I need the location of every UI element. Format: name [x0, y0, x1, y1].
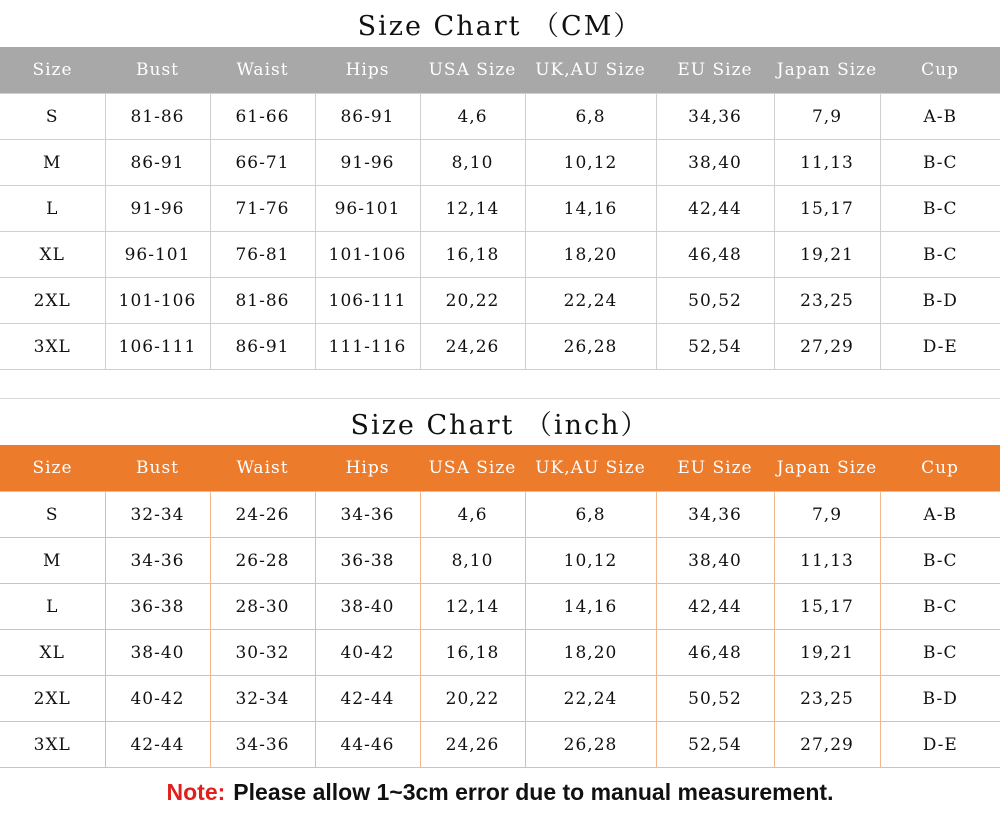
table-row — [0, 630, 1000, 676]
table-cell: 42,44 — [656, 584, 774, 630]
cm-table-body — [0, 94, 1000, 370]
table-cell: 44-46 — [315, 722, 420, 768]
column-header: UK,AU Size — [525, 47, 656, 94]
table-cell: S — [0, 492, 105, 538]
table-cell: B-C — [880, 538, 1000, 584]
table-row — [0, 492, 1000, 538]
table-cell: 96-101 — [105, 232, 210, 278]
table-row — [0, 584, 1000, 630]
column-header: UK,AU Size — [525, 445, 656, 492]
table-cell: 34-36 — [210, 722, 315, 768]
table-cell: M — [0, 538, 105, 584]
table-cell: 26,28 — [525, 324, 656, 370]
table-row — [0, 538, 1000, 584]
column-header: Hips — [315, 445, 420, 492]
inch-table-header — [0, 445, 1000, 492]
table-cell: 91-96 — [105, 186, 210, 232]
table-cell: 42-44 — [105, 722, 210, 768]
table-cell: 12,14 — [420, 186, 525, 232]
table-cell: 23,25 — [774, 676, 880, 722]
table-cell: D-E — [880, 722, 1000, 768]
table-cell: 11,13 — [774, 140, 880, 186]
table-cell: 10,12 — [525, 538, 656, 584]
table-cell: S — [0, 94, 105, 140]
table-cell: 81-86 — [210, 278, 315, 324]
table-cell: 66-71 — [210, 140, 315, 186]
table-cell: L — [0, 186, 105, 232]
table-cell: 27,29 — [774, 324, 880, 370]
table-cell: 4,6 — [420, 492, 525, 538]
table-row — [0, 232, 1000, 278]
table-cell: 6,8 — [525, 492, 656, 538]
table-cell: 16,18 — [420, 232, 525, 278]
table-cell: 34,36 — [656, 94, 774, 140]
table-cell: XL — [0, 232, 105, 278]
table-cell: 3XL — [0, 722, 105, 768]
table-cell: 46,48 — [656, 630, 774, 676]
table-row — [0, 324, 1000, 370]
table-cell: B-D — [880, 278, 1000, 324]
table-row — [0, 140, 1000, 186]
table-row — [0, 722, 1000, 768]
table-row — [0, 676, 1000, 722]
table-cell: 34-36 — [105, 538, 210, 584]
table-cell: 8,10 — [420, 140, 525, 186]
table-cell: 50,52 — [656, 278, 774, 324]
column-header: USA Size — [420, 445, 525, 492]
table-cell: 76-81 — [210, 232, 315, 278]
table-cell: 52,54 — [656, 324, 774, 370]
table-cell: 22,24 — [525, 278, 656, 324]
table-cell: 36-38 — [105, 584, 210, 630]
table-cell: B-C — [880, 584, 1000, 630]
table-cell: 14,16 — [525, 186, 656, 232]
table-cell: 34,36 — [656, 492, 774, 538]
inch-table-body — [0, 492, 1000, 768]
table-cell: 91-96 — [315, 140, 420, 186]
note-text: Please allow 1~3cm error due to manual measurement. — [233, 779, 834, 805]
table-cell: 20,22 — [420, 278, 525, 324]
table-cell: 8,10 — [420, 538, 525, 584]
table-cell: 52,54 — [656, 722, 774, 768]
table-cell: 28-30 — [210, 584, 315, 630]
table-cell: 38,40 — [656, 538, 774, 584]
table-row — [0, 94, 1000, 140]
table-cell: 38-40 — [315, 584, 420, 630]
table-cell: 101-106 — [105, 278, 210, 324]
column-header: Japan Size — [774, 47, 880, 94]
column-header: EU Size — [656, 47, 774, 94]
table-cell: A-B — [880, 492, 1000, 538]
inch-table — [0, 445, 1000, 768]
table-cell: B-C — [880, 140, 1000, 186]
table-cell: 10,12 — [525, 140, 656, 186]
table-cell: 11,13 — [774, 538, 880, 584]
column-header: Waist — [210, 47, 315, 94]
table-cell: 86-91 — [105, 140, 210, 186]
table-cell: 106-111 — [315, 278, 420, 324]
table-cell: 42,44 — [656, 186, 774, 232]
inch-chart-title: Size Chart （inch） — [0, 398, 1000, 445]
table-cell: 20,22 — [420, 676, 525, 722]
measurement-note — [0, 770, 1000, 815]
table-cell: 24,26 — [420, 324, 525, 370]
table-cell: 26-28 — [210, 538, 315, 584]
column-header: Cup — [880, 47, 1000, 94]
column-header: Size — [0, 445, 105, 492]
table-cell: 36-38 — [315, 538, 420, 584]
cm-size-chart — [0, 0, 1000, 371]
table-cell: D-E — [880, 324, 1000, 370]
table-cell: 19,21 — [774, 232, 880, 278]
table-cell: B-C — [880, 186, 1000, 232]
table-cell: 26,28 — [525, 722, 656, 768]
column-header: Bust — [105, 445, 210, 492]
table-cell: B-D — [880, 676, 1000, 722]
table-cell: 50,52 — [656, 676, 774, 722]
table-cell: 30-32 — [210, 630, 315, 676]
table-cell: 32-34 — [105, 492, 210, 538]
table-cell: 4,6 — [420, 94, 525, 140]
table-cell: M — [0, 140, 105, 186]
column-header: Japan Size — [774, 445, 880, 492]
table-cell: 34-36 — [315, 492, 420, 538]
table-cell: 86-91 — [315, 94, 420, 140]
table-cell: 12,14 — [420, 584, 525, 630]
table-cell: 7,9 — [774, 94, 880, 140]
table-cell: 46,48 — [656, 232, 774, 278]
table-cell: 18,20 — [525, 232, 656, 278]
table-cell: 24,26 — [420, 722, 525, 768]
table-cell: 14,16 — [525, 584, 656, 630]
table-cell: 32-34 — [210, 676, 315, 722]
table-cell: 61-66 — [210, 94, 315, 140]
column-header: Size — [0, 47, 105, 94]
table-cell: 27,29 — [774, 722, 880, 768]
table-cell: 40-42 — [315, 630, 420, 676]
cm-table — [0, 47, 1000, 370]
inch-size-chart — [0, 398, 1000, 770]
table-cell: B-C — [880, 232, 1000, 278]
table-row — [0, 278, 1000, 324]
table-cell: 18,20 — [525, 630, 656, 676]
table-cell: 86-91 — [210, 324, 315, 370]
column-header: Hips — [315, 47, 420, 94]
table-cell: 22,24 — [525, 676, 656, 722]
table-cell: 106-111 — [105, 324, 210, 370]
column-header: Bust — [105, 47, 210, 94]
column-header: EU Size — [656, 445, 774, 492]
table-cell: B-C — [880, 630, 1000, 676]
table-cell: XL — [0, 630, 105, 676]
column-header: Waist — [210, 445, 315, 492]
table-cell: 7,9 — [774, 492, 880, 538]
table-cell: 38,40 — [656, 140, 774, 186]
table-cell: 111-116 — [315, 324, 420, 370]
table-cell: 23,25 — [774, 278, 880, 324]
table-row — [0, 186, 1000, 232]
table-cell: 19,21 — [774, 630, 880, 676]
table-cell: 38-40 — [105, 630, 210, 676]
table-cell: 15,17 — [774, 186, 880, 232]
table-cell: 2XL — [0, 676, 105, 722]
table-cell: 2XL — [0, 278, 105, 324]
cm-chart-title: Size Chart （CM） — [357, 11, 643, 42]
note-label: Note: — [166, 779, 226, 805]
table-cell: A-B — [880, 94, 1000, 140]
table-cell: 3XL — [0, 324, 105, 370]
column-header: USA Size — [420, 47, 525, 94]
cm-table-header — [0, 47, 1000, 94]
table-cell: 81-86 — [105, 94, 210, 140]
table-cell: L — [0, 584, 105, 630]
column-header: Cup — [880, 445, 1000, 492]
table-cell: 6,8 — [525, 94, 656, 140]
table-cell: 101-106 — [315, 232, 420, 278]
table-cell: 96-101 — [315, 186, 420, 232]
table-cell: 71-76 — [210, 186, 315, 232]
table-cell: 15,17 — [774, 584, 880, 630]
table-cell: 42-44 — [315, 676, 420, 722]
table-cell: 40-42 — [105, 676, 210, 722]
table-cell: 16,18 — [420, 630, 525, 676]
table-cell: 24-26 — [210, 492, 315, 538]
